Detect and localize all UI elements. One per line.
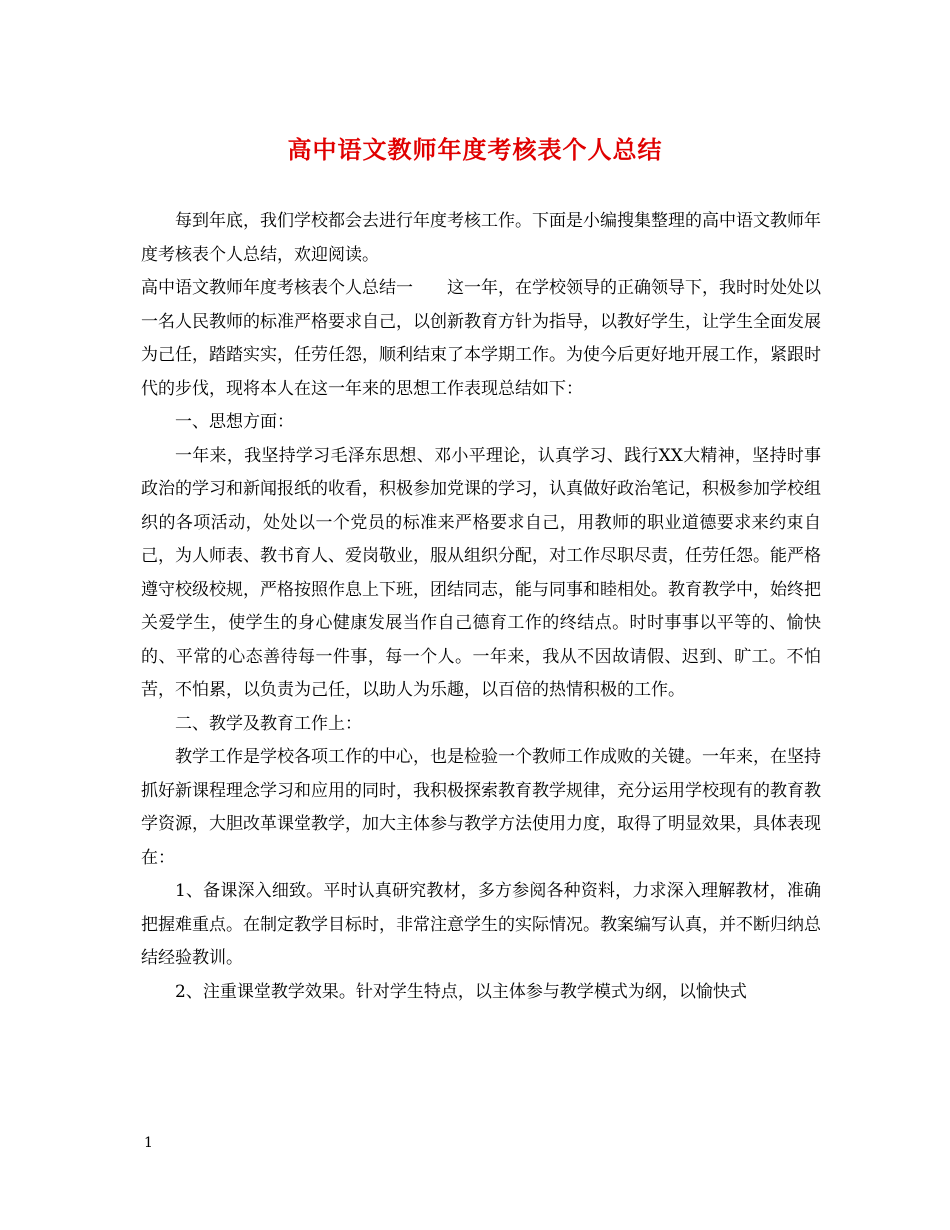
paragraph-intro: 每到年底，我们学校都会去进行年度考核工作。下面是小编搜集整理的高中语文教师年度考核表个人总结，欢迎阅读。 [141,211,821,265]
list-item-classroom: 2、注重课堂教学效果。针对学生特点，以主体参与教学模式为纲，以愉快式 [175,981,747,1002]
document-body [141,205,821,1009]
section-heading-thought: 一、思想方面： [175,412,294,432]
paragraph-thought: 一年来，我坚持学习毛泽东思想、邓小平理论，认真学习、践行XX大精神，坚持时事政治的学习和新闻报纸的收看，积极参加党课的学习，认真做好政治笔记，积极参加学校组织的各项活动，处处以一个党员的标准来严格要求自己，用教师的职业道德要求来约束自己，为人师表、教书育人、爱岗敬业，服从组织分配，对工作尽职尽责，任劳任怨。能严格遵守校级校规，严格按照作息上下班，团结同志，能与同事和睦相处。教育教学中，始终把关爱学生，使学生的身心健康发展当作自己德育工作的终结点。时时事事以平等的、愉快的、平常的心态善待每一件事，每一个人。一年来，我从不因故请假、迟到、旷工。不怕苦，不怕累，以负责为己任，以助人为乐趣，以百倍的热情积极的工作。 [141,445,821,700]
page-number: 1 [144,1135,153,1151]
section-heading-teaching: 二、教学及教育工作上： [175,713,362,734]
list-item-lesson-prep: 1、备课深入细致。平时认真研究教材，多方参阅各种资料，力求深入理解教材，准确把握难重点。在制定教学目标时，非常注意学生的实际情况。教案编写认真，并不断归纳总结经验教训。 [141,881,821,968]
paragraph-summary-one: 高中语文教师年度考核表个人总结一 这一年，在学校领导的正确领导下，我时时处处以一名人民教师的标准严格要求自己，以创新教育方针为指导，以教好学生，让学生全面发展为己任，踏踏实实，任劳任怨，顺利结束了本学期工作。为使今后更好地开展工作，紧跟时代的步伐，现将本人在这一年来的思想工作表现总结如下： [141,278,821,399]
paragraph-teaching: 教学工作是学校各项工作的中心，也是检验一个教师工作成败的关键。一年来，在坚持抓好新课程理念学习和应用的同时，我积极探索教育教学规律，充分运用学校现有的教育教学资源，大胆改革课堂教学，加大主体参与教学方法使用力度，取得了明显效果，具体表现在： [141,747,821,868]
document-title: 高中语文教师年度考核表个人总结 [287,135,663,164]
